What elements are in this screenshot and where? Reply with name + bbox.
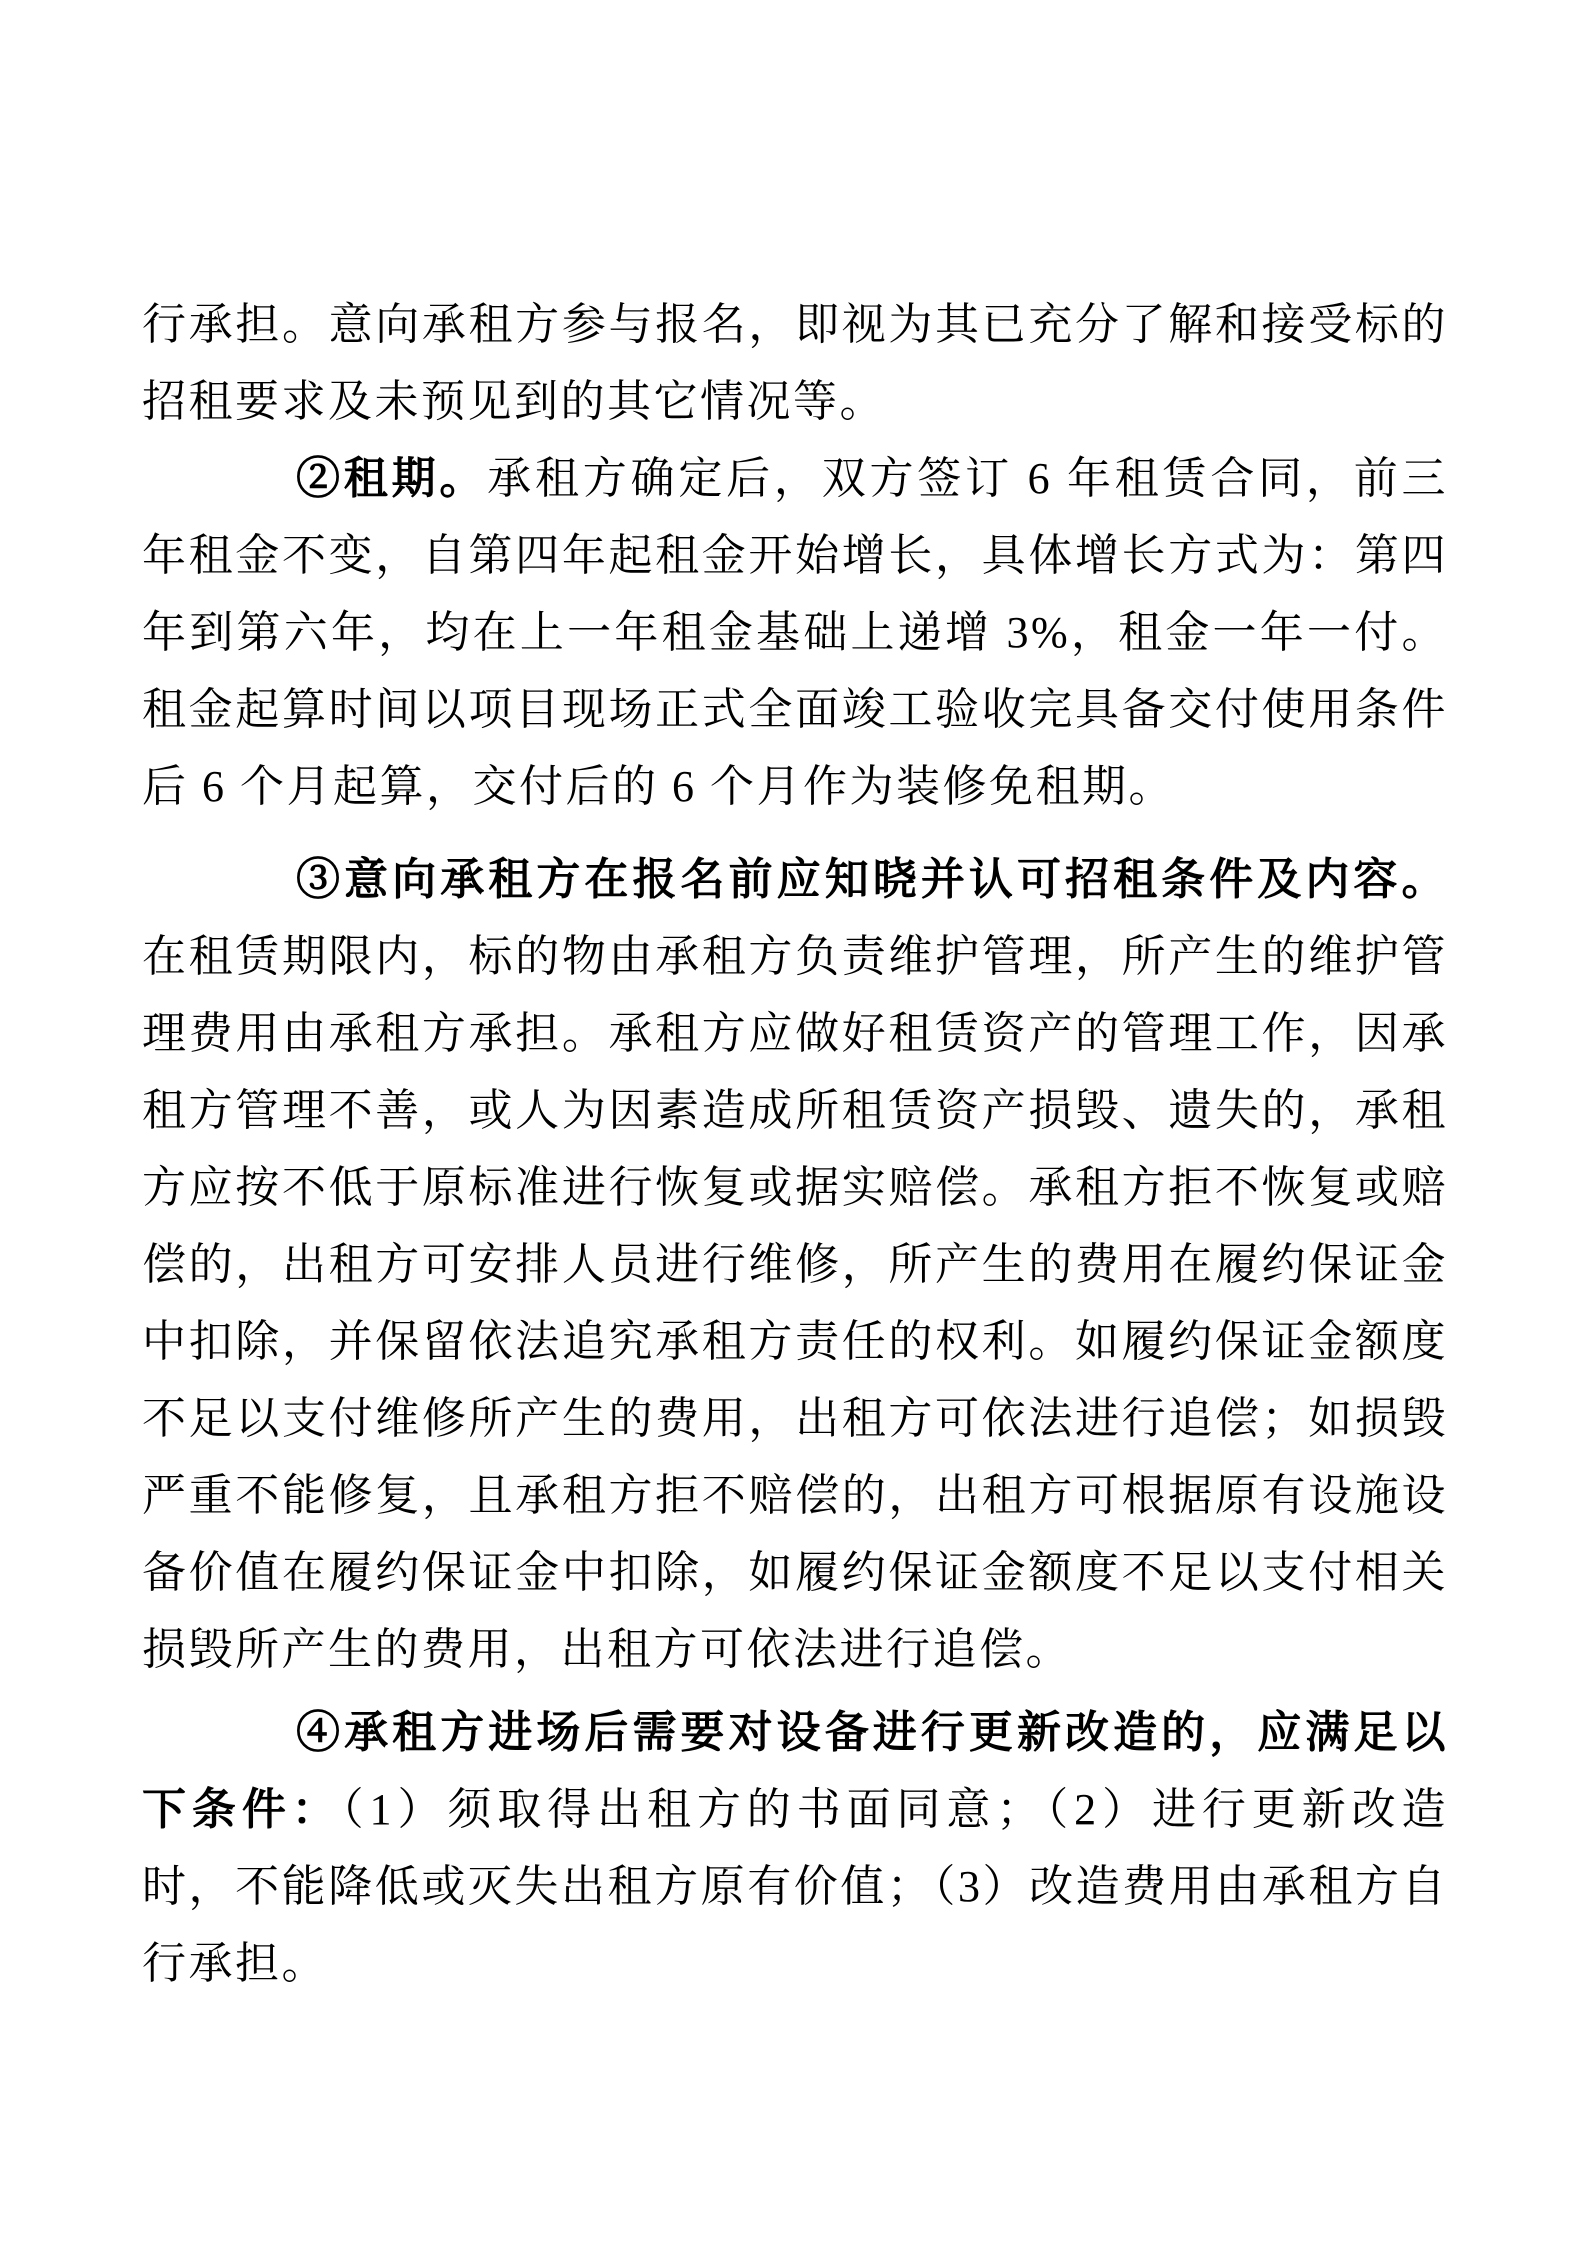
paragraph-tenant-acknowledgement-heading: ③意向承租方在报名前应知晓并认可招租条件及内容。 (296, 855, 1448, 904)
paragraph-rental-term-text: 承租方确定后，双方签订 6 年租赁合同，前三年租金不变，自第四年起租金开始增长，具体增长方式为：第四年到第六年，均在上一年租金基础上递增 3%，租金一年一付。租金起算时间以项目现场正式全面竣工验收完具备交付使用条件后 6 个月起算，交付后的 6 个月作为装修免租期。 (142, 454, 1449, 811)
paragraph-tenant-acknowledgement (142, 841, 1448, 1688)
paragraph-rental-term-heading: ②租期。 (296, 454, 488, 503)
document-text-block (142, 286, 1448, 2002)
paragraph-equipment-upgrade-text: （1）须取得出租方的书面同意；（2）进行更新改造时，不能降低或灭失出租方原有价值；（3）改造费用由承租方自行承担。 (142, 1785, 1449, 1988)
paragraph-continuation (142, 286, 1448, 440)
paragraph-rental-term (142, 440, 1448, 825)
paragraph-equipment-upgrade-heading: ④承租方进场后需要对设备进行更新改造的，应满足以下条件： (142, 1708, 1448, 1834)
paragraph-equipment-upgrade (142, 1694, 1448, 2002)
paragraph-continuation-text: 行承担。意向承租方参与报名，即视为其已充分了解和接受标的招租要求及未预见到的其它情况等。 (142, 300, 1448, 426)
paragraph-tenant-acknowledgement-text: 在租赁期限内，标的物由承租方负责维护管理，所产生的维护管理费用由承租方承担。承租方应做好租赁资产的管理工作，因承租方管理不善，或人为因素造成所租赁资产损毁、遗失的，承租方应按不低于原标准进行恢复或据实赔偿。承租方拒不恢复或赔偿的，出租方可安排人员进行维修，所产生的费用在履约保证金中扣除，并保留依法追究承租方责任的权利。如履约保证金额度不足以支付维修所产生的费用，出租方可依法进行追偿；如损毁严重不能修复，且承租方拒不赔偿的，出租方可根据原有设施设备价值在履约保证金中扣除，如履约保证金额度不足以支付相关损毁所产生的费用，出租方可依法进行追偿。 (142, 932, 1448, 1674)
